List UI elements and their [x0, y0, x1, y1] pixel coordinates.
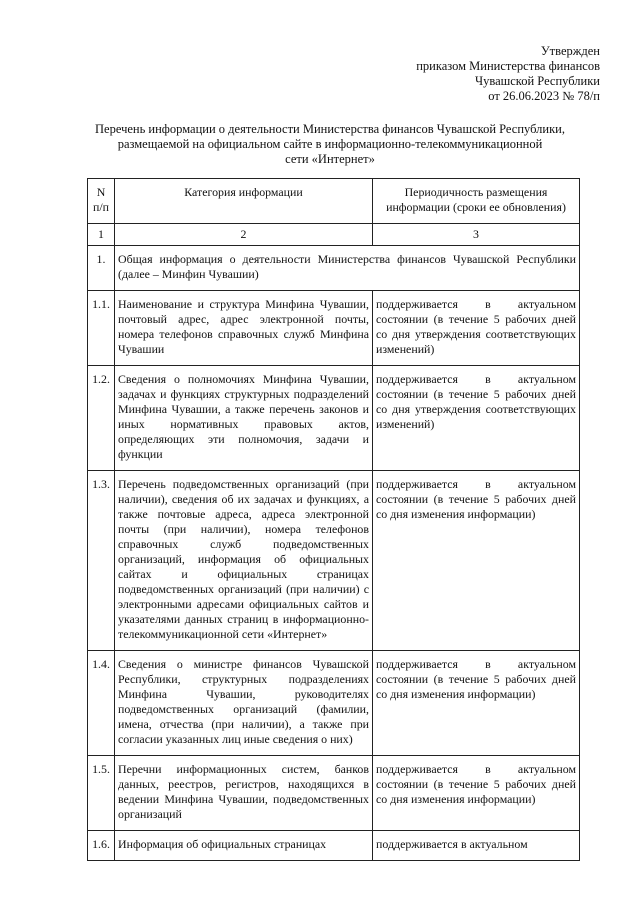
table-row: [88, 291, 580, 366]
row-category: Наименование и структура Минфина Чувашии, почтовый адрес, адрес электронной почты, номера телефонов справочных служб Минфина Чувашии: [115, 291, 373, 366]
approval-date-line: от 26.06.2023 № 78/п: [488, 89, 600, 103]
column-number: 2: [115, 224, 373, 246]
header-num: N п/п: [88, 179, 115, 224]
table-row: [88, 471, 580, 651]
approval-line: Чувашской Республики: [474, 74, 600, 88]
row-category: Перечни информационных систем, банков данных, реестров, регистров, находящихся в ведении Минфина Чувашии, подведомственных организаций: [115, 756, 373, 831]
approval-line: приказом Министерства финансов: [416, 59, 600, 73]
row-period: поддерживается в актуальном состоянии (в течение 5 рабочих дней со дня утверждения соответствующих изменений): [373, 291, 580, 366]
row-period: поддерживается в актуальном состоянии (в течение 5 рабочих дней со дня изменения информации): [373, 651, 580, 756]
row-category: Сведения о министре финансов Чувашской Республики, структурных подразделениях Минфина Чувашии, руководителях подведомственных организаций (фамилии, имена, отчества (при наличии), а также при согласии указанных лиц иные сведения о них): [115, 651, 373, 756]
row-number: 1.3.: [88, 471, 115, 651]
row-number: 1.2.: [88, 366, 115, 471]
row-number: 1.6.: [88, 831, 115, 861]
title-line: сети «Интернет»: [285, 152, 375, 166]
approval-block: [416, 44, 600, 104]
row-number: 1.1.: [88, 291, 115, 366]
table-header-row: [88, 179, 580, 224]
table-row: [88, 831, 580, 861]
column-numbers-row: [88, 224, 580, 246]
row-category: Сведения о полномочиях Минфина Чувашии, задачах и функциях структурных подразделений Минфина Чувашии, а также перечень законов и иных нормативных правовых актов, определяющих эти полномочия, задачи и функции: [115, 366, 373, 471]
row-period: поддерживается в актуальном состоянии (в течение 5 рабочих дней со дня изменения информации): [373, 756, 580, 831]
row-category: Перечень подведомственных организаций (при наличии), сведения об их задачах и функциях, а также почтовые адреса, адреса электронной почты (при наличии), номера телефонов справочных служб подведомственных организаций, информация об официальных сайтах и официальных страницах подведомственных организаций (при наличии) с электронными адресами официальных сайтов и указателями данных страниц в информационно-телекоммуникационной сети «Интернет»: [115, 471, 373, 651]
header-period: Периодичность размещения информации (сроки ее обновления): [373, 179, 580, 224]
row-period: поддерживается в актуальном: [373, 831, 580, 861]
row-number: 1.4.: [88, 651, 115, 756]
table-row: [88, 366, 580, 471]
row-category: Общая информация о деятельности Министерства финансов Чувашской Республики (далее – Минфин Чувашии): [115, 246, 580, 291]
table-row: [88, 756, 580, 831]
information-table: [87, 178, 580, 861]
table-row: [88, 651, 580, 756]
approval-line: Утвержден: [540, 44, 600, 58]
title-line: размещаемой на официальном сайте в информационно-телекоммуникационной: [117, 137, 543, 151]
row-period: поддерживается в актуальном состоянии (в течение 5 рабочих дней со дня утверждения соответствующих изменений): [373, 366, 580, 471]
row-number: 1.: [88, 246, 115, 291]
header-category: Категория информации: [115, 179, 373, 224]
column-number: 1: [88, 224, 115, 246]
column-number: 3: [373, 224, 580, 246]
table-row: [88, 246, 580, 291]
row-category: Информация об официальных страницах: [115, 831, 373, 861]
document-title: [70, 122, 590, 167]
row-number: 1.5.: [88, 756, 115, 831]
title-line: Перечень информации о деятельности Министерства финансов Чувашской Республики,: [95, 122, 565, 136]
row-period: поддерживается в актуальном состоянии (в течение 5 рабочих дней со дня изменения информации): [373, 471, 580, 651]
